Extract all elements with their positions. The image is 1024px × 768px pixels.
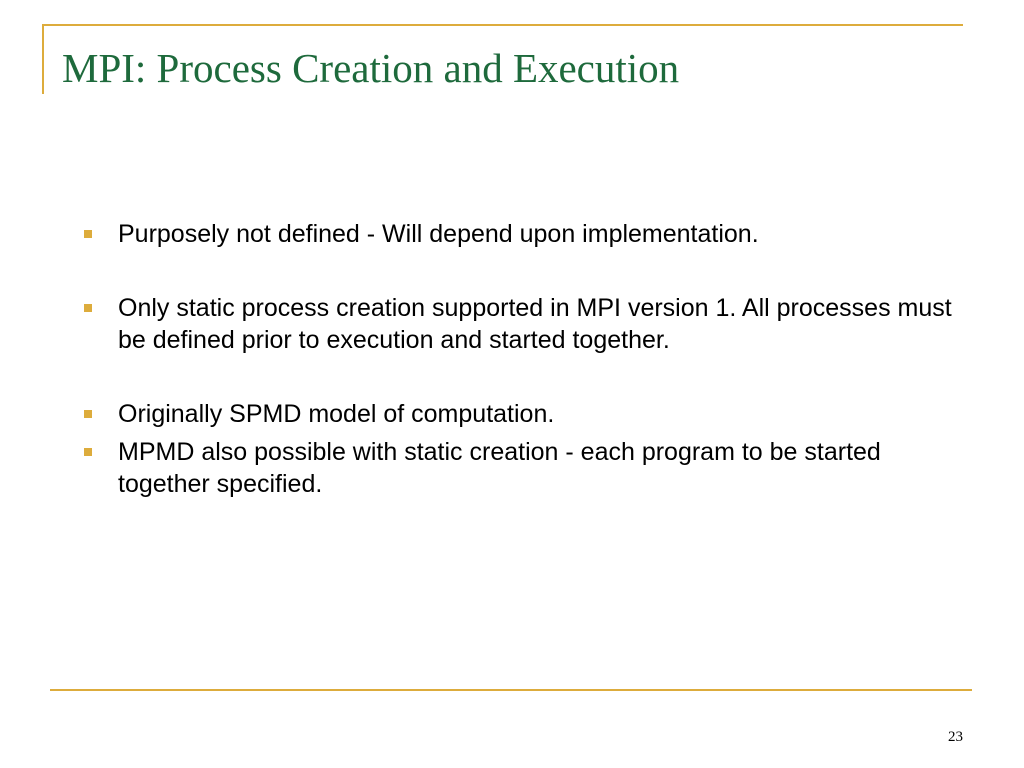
bullet-text: Purposely not defined - Will depend upon implementation. [118,220,759,248]
bullet-text: MPMD also possible with static creation - each program to be started together specified. [118,438,881,498]
top-horizontal-rule [42,24,963,26]
bottom-horizontal-rule [50,689,972,691]
bullet-item [80,218,960,250]
slide-title: MPI: Process Creation and Execution [62,45,680,91]
bullet-item [80,398,960,430]
square-bullet-icon [84,230,92,238]
page-number: 23 [948,729,963,745]
square-bullet-icon [84,448,92,456]
top-vertical-rule [42,24,44,94]
bullet-text: Originally SPMD model of computation. [118,400,555,428]
square-bullet-icon [84,410,92,418]
bullet-item [80,436,960,500]
square-bullet-icon [84,304,92,312]
bullet-item [80,292,960,356]
bullet-text: Only static process creation supported in MPI version 1. All processes must be defined prior to execution and started together. [118,294,952,354]
bullet-list [80,218,960,500]
